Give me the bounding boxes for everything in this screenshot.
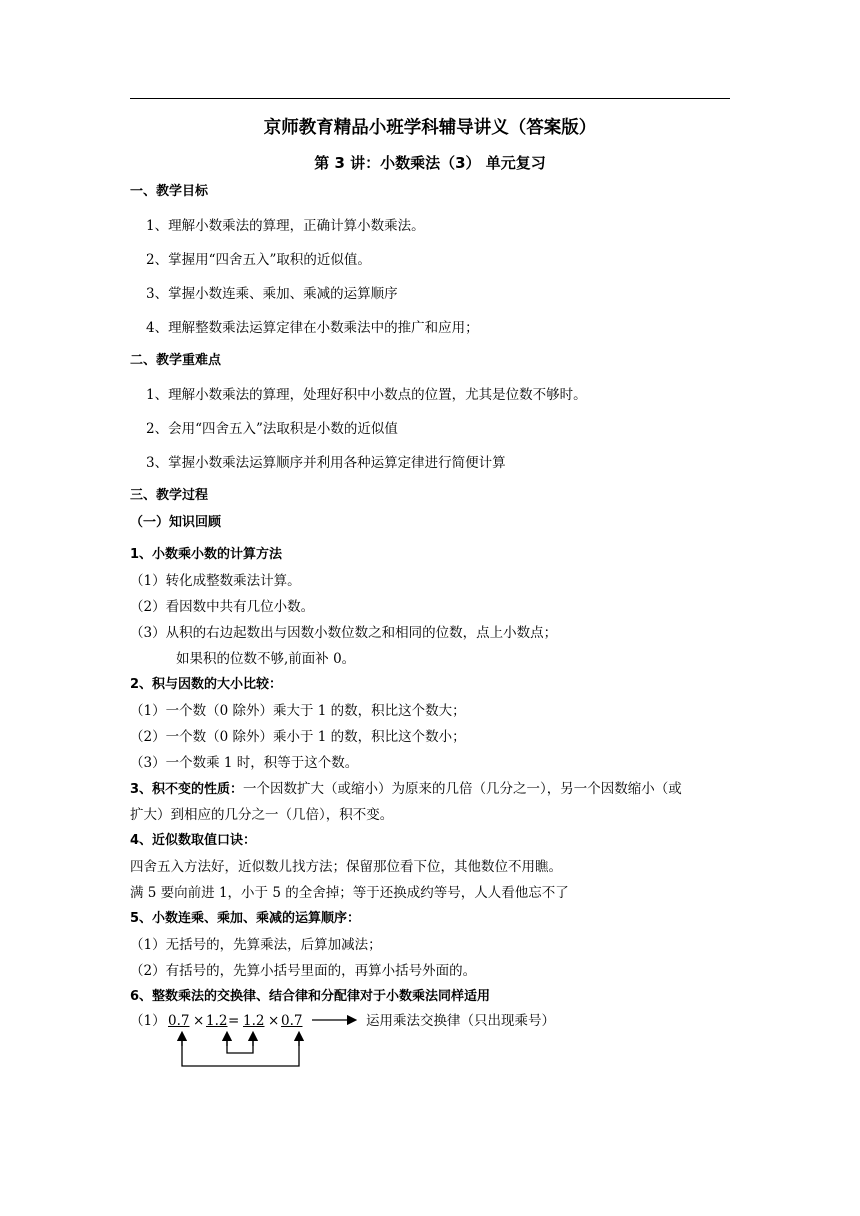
section-item: （1）无括号的，先算乘法，后算加减法；	[130, 937, 382, 953]
keypoints-heading: 二、教学重难点	[130, 353, 222, 368]
section-heading: 4、近似数取值口诀：	[130, 833, 257, 848]
section-heading: 2、积与因数的大小比较：	[130, 677, 283, 692]
section-item: 如果积的位数不够,前面补 0。	[176, 651, 356, 667]
example-equals: =	[228, 1013, 240, 1029]
example-factor: 1.2	[206, 1013, 228, 1029]
goal-item: 4、理解整数乘法运算定律在小数乘法中的推广和应用；	[146, 320, 479, 336]
keypoint-item: 2、会用“四舍五入”法取积是小数的近似值	[146, 421, 398, 437]
process-heading: 三、教学过程	[130, 488, 209, 503]
example-note: 运用乘法交换律（只出现乘号）	[366, 1013, 555, 1029]
example-prefix: （1）	[130, 1013, 166, 1029]
review-heading: （一）知识回顾	[130, 515, 222, 530]
lesson-title: 第 3 讲：小数乘法（3） 单元复习	[314, 154, 546, 172]
section-item: （2）看因数中共有几位小数。	[130, 599, 315, 615]
section-item: （1）转化成整数乘法计算。	[130, 573, 301, 589]
goals-heading: 一、教学目标	[130, 184, 209, 199]
section-heading: 6、整数乘法的交换律、结合律和分配律对于小数乘法同样适用	[130, 989, 491, 1004]
inner-bracket-line	[227, 1040, 253, 1053]
example-factor: 0.7	[281, 1013, 303, 1029]
section-heading: 5、小数连乘、乘加、乘减的运算顺序：	[130, 911, 361, 926]
document-title: 京师教育精品小班学科辅导讲义（答案版）	[263, 118, 597, 138]
example-factor: 0.7	[168, 1013, 190, 1029]
section-heading: 1、小数乘小数的计算方法	[130, 547, 283, 562]
section-text: 扩大）到相应的几分之一（几倍），积不变。	[130, 807, 394, 823]
rhyme-line: 满 5 要向前进 1，小于 5 的全舍掉；等于还换成约等号，人人看他忘不了	[130, 885, 569, 901]
section-item: （2）有括号的，先算小括号里面的，再算小括号外面的。	[130, 963, 477, 979]
goal-item: 1、理解小数乘法的算理，正确计算小数乘法。	[146, 218, 425, 234]
goal-item: 3、掌握小数连乘、乘加、乘减的运算顺序	[146, 286, 398, 302]
keypoint-item: 3、掌握小数乘法运算顺序并利用各种运算定律进行简便计算	[146, 455, 506, 471]
rhyme-line: 四舍五入方法好，近似数儿找方法；保留那位看下位，其他数位不用瞧。	[130, 859, 562, 875]
example-times: ×	[193, 1013, 205, 1029]
section-item: （3）一个数乘 1 时，积等于这个数。	[130, 755, 359, 771]
example-factor: 1.2	[243, 1013, 265, 1029]
section-text: 一个因数扩大（或缩小）为原来的几倍（几分之一），另一个因数缩小（或	[243, 781, 682, 797]
section-item: （2）一个数（0 除外）乘小于 1 的数，积比这个数小；	[130, 729, 466, 745]
section-heading: 3、积不变的性质：	[130, 782, 244, 797]
example-times: ×	[268, 1013, 280, 1029]
section-item: （3）从积的右边起数出与因数小数位数之和相同的位数，点上小数点；	[130, 625, 558, 641]
keypoint-item: 1、理解小数乘法的算理，处理好积中小数点的位置，尤其是位数不够时。	[146, 387, 587, 403]
section-item: （1）一个数（0 除外）乘大于 1 的数，积比这个数大；	[130, 703, 466, 719]
goal-item: 2、掌握用“四舍五入”取积的近似值。	[146, 252, 371, 268]
